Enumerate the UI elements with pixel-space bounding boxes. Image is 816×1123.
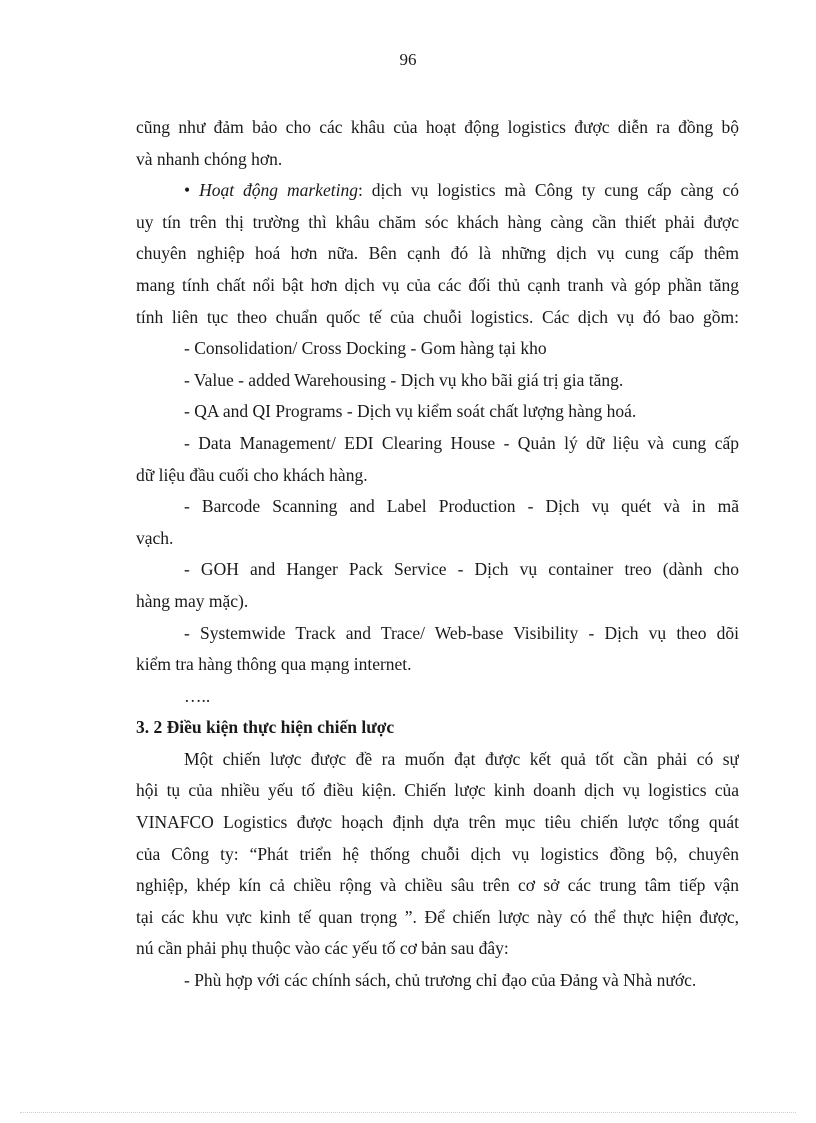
marketing-term: Hoạt động marketing bbox=[199, 180, 358, 201]
service-list-item: - Value - added Warehousing - Dịch vụ kho bãi giá trị gia tăng. bbox=[184, 369, 624, 390]
page-bottom-divider bbox=[20, 1112, 796, 1113]
paragraph-line: tính liên tục theo chuẩn quốc tế của chuỗi logistics. Các dịch vụ đó bao gồm: bbox=[136, 306, 739, 327]
condition-list-item: - Phù hợp với các chính sách, chủ trương chỉ đạo của Đảng và Nhà nước. bbox=[184, 970, 697, 991]
marketing-paragraph-line bbox=[136, 175, 739, 207]
service-list-item-continued: kiểm tra hàng thông qua mạng internet. bbox=[136, 654, 412, 675]
paragraph-line: mang tính chất nổi bật hơn dịch vụ của các đối thủ cạnh tranh và góp phần tăng bbox=[136, 274, 739, 295]
service-list-item: - Consolidation/ Cross Docking - Gom hàng tại kho bbox=[184, 338, 547, 359]
service-list-item: - Data Management/ EDI Clearing House - Quản lý dữ liệu và cung cấp bbox=[184, 432, 739, 453]
paragraph-line: cũng như đảm bảo cho các khâu của hoạt động logistics được diễn ra đồng bộ bbox=[136, 117, 739, 137]
section-heading: 3. 2 Điều kiện thực hiện chiến lược bbox=[136, 717, 395, 738]
service-list-item: - GOH and Hanger Pack Service - Dịch vụ container treo (dành cho bbox=[184, 559, 739, 580]
service-list-item-continued: hàng may mặc). bbox=[136, 590, 249, 611]
service-list-item: - Systemwide Track and Trace/ Web-base Visibility - Dịch vụ theo dõi bbox=[184, 622, 739, 643]
paragraph-line: hội tụ của nhiều yếu tố điều kiện. Chiến lược kinh doanh dịch vụ logistics của bbox=[136, 780, 739, 801]
paragraph-line: của Công ty: “Phát triển hệ thống chuỗi dịch vụ logistics đồng bộ, chuyên bbox=[136, 843, 739, 864]
paragraph-line: nú cần phải phụ thuộc vào các yếu tố cơ bản sau đây: bbox=[136, 938, 509, 959]
service-list-item-continued: dữ liệu đầu cuối cho khách hàng. bbox=[136, 464, 368, 485]
service-list-item: - Barcode Scanning and Label Production - Dịch vụ quét và in mã bbox=[184, 496, 739, 517]
paragraph-line: Một chiến lược được đề ra muốn đạt được kết quả tốt cần phải có sự bbox=[184, 748, 739, 769]
page-number: 96 bbox=[399, 50, 417, 69]
paragraph-line: tại các khu vực kinh tế quan trọng ”. Để chiến lược này có thể thực hiện được, bbox=[136, 906, 739, 927]
service-list-item-continued: vạch. bbox=[136, 527, 174, 548]
paragraph-line: chuyên nghiệp hoá hơn nữa. Bên cạnh đó là những dịch vụ cung cấp thêm bbox=[136, 243, 739, 264]
ellipsis: ….. bbox=[184, 685, 211, 706]
paragraph-line: uy tín trên thị trường thì khâu chăm sóc khách hàng càng cần thiết phải được bbox=[136, 211, 739, 232]
service-list-item: - QA and QI Programs - Dịch vụ kiểm soát chất lượng hàng hoá. bbox=[184, 401, 637, 422]
paragraph-line: VINAFCO Logistics được hoạch định dựa trên mục tiêu chiến lược tổng quát bbox=[136, 812, 739, 833]
document-body bbox=[136, 112, 739, 997]
paragraph-line: và nhanh chóng hơn. bbox=[136, 148, 283, 169]
bullet-marker: • bbox=[184, 180, 191, 201]
paragraph-line: nghiệp, khép kín cả chiều rộng và chiều sâu trên cơ sở các trung tâm tiếp vận bbox=[136, 875, 739, 896]
paragraph-text: : dịch vụ logistics mà Công ty cung cấp càng có bbox=[357, 180, 739, 201]
